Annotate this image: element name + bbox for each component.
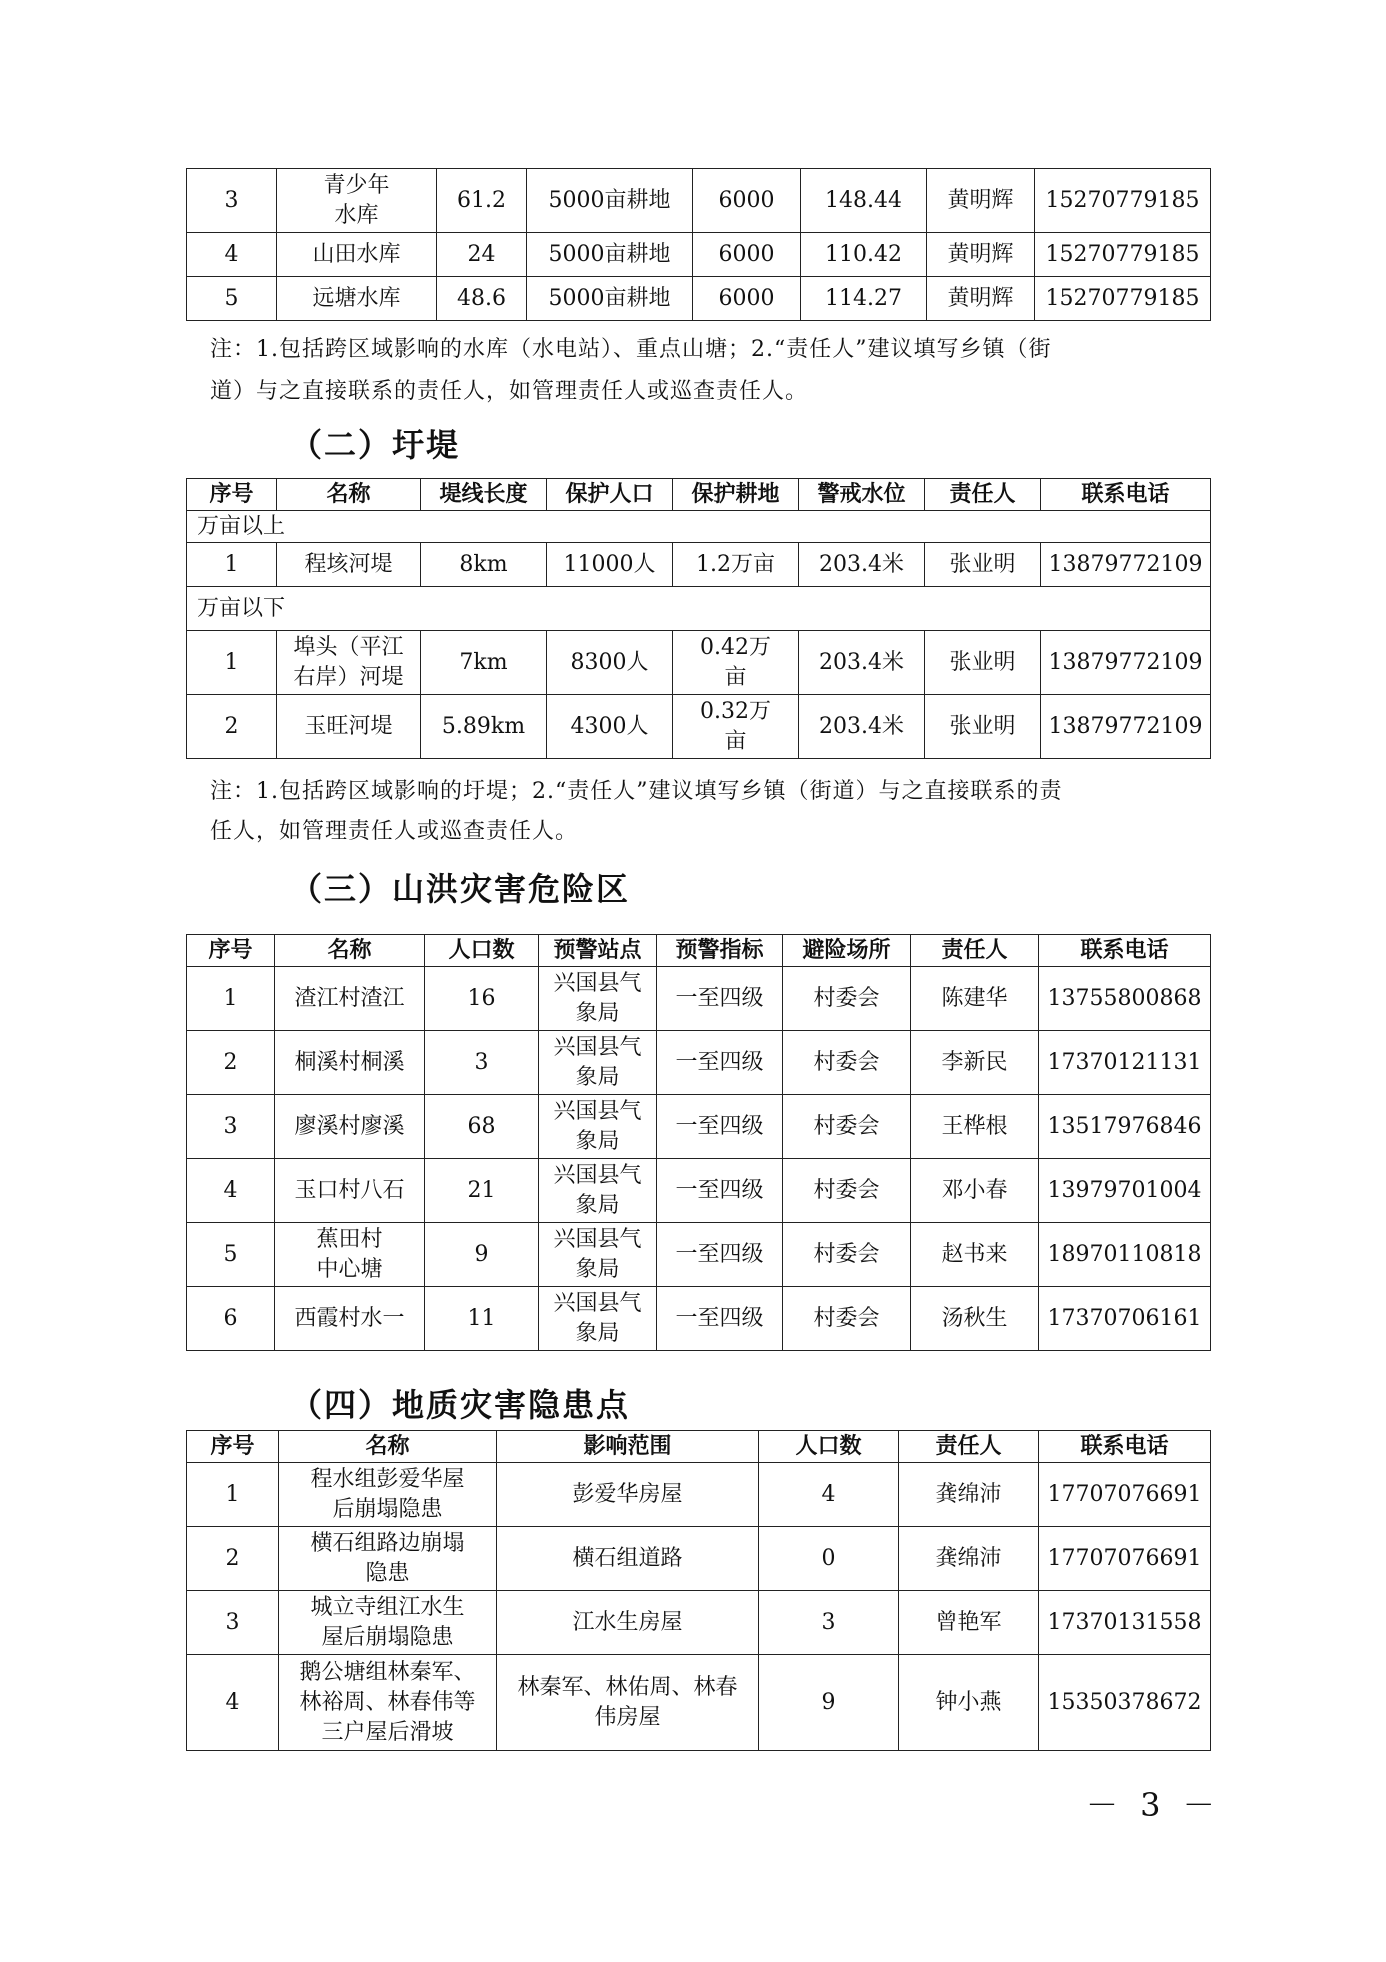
table-cell: 一至四级: [657, 1223, 783, 1287]
table-cell: 1: [187, 1463, 279, 1527]
table-row: [187, 543, 1211, 587]
table-cell: 8300人: [547, 631, 673, 695]
table-cell: 15270779185: [1035, 233, 1211, 277]
table-cell: 一至四级: [657, 1095, 783, 1159]
table-cell: 203.4米: [799, 695, 925, 759]
table-cell: 0.42万 亩: [673, 631, 799, 695]
table-cell: 名称: [279, 1431, 497, 1463]
table-cell: 0.32万 亩: [673, 695, 799, 759]
table-cell: 8km: [421, 543, 547, 587]
table-cell: 汤秋生: [911, 1287, 1039, 1351]
note-reservoir: 注：1.包括跨区域影响的水库（水电站）、重点山塘；2.“责任人”建议填写乡镇（街: [210, 337, 1052, 362]
section3-title: （三）山洪灾害危险区: [290, 870, 631, 908]
table-row: [187, 1655, 1211, 1751]
table-cell: 13755800868: [1039, 967, 1211, 1031]
table-cell: 渣江村渣江: [275, 967, 425, 1031]
table-cell: 110.42: [801, 233, 927, 277]
table-row: [187, 1031, 1211, 1095]
table-cell: 保护人口: [547, 479, 673, 511]
table-cell: 7km: [421, 631, 547, 695]
table-cell: 林秦军、林佑周、林春 伟房屋: [497, 1655, 759, 1751]
table-cell: 13879772109: [1041, 631, 1211, 695]
table-cell: 13879772109: [1041, 695, 1211, 759]
table-cell: 序号: [187, 1431, 279, 1463]
table-cell: 兴国县气 象局: [539, 1031, 657, 1095]
table-cell: 2: [187, 695, 277, 759]
table-cell: 名称: [277, 479, 421, 511]
table-cell: 5000亩耕地: [527, 277, 693, 321]
table-cell: 203.4米: [799, 543, 925, 587]
table-cell: 村委会: [783, 1287, 911, 1351]
table-cell: 兴国县气 象局: [539, 1159, 657, 1223]
table-cell: 4300人: [547, 695, 673, 759]
table-cell: 名称: [275, 935, 425, 967]
table-cell: 青少年 水库: [277, 169, 437, 233]
table-cell: 序号: [187, 935, 275, 967]
table-cell: 村委会: [783, 1095, 911, 1159]
table-cell: 张业明: [925, 631, 1041, 695]
table-cell: 龚绵沛: [899, 1527, 1039, 1591]
table-cell: 3: [187, 1095, 275, 1159]
table-cell: 村委会: [783, 1223, 911, 1287]
table-cell: 6: [187, 1287, 275, 1351]
table-cell: 程垓河堤: [277, 543, 421, 587]
table-cell: 王桦根: [911, 1095, 1039, 1159]
table-cell: 一至四级: [657, 1031, 783, 1095]
table-cell: 远塘水库: [277, 277, 437, 321]
table-cell: 2: [187, 1031, 275, 1095]
table-cell: 9: [425, 1223, 539, 1287]
table-cell: 13517976846: [1039, 1095, 1211, 1159]
table-cell: 序号: [187, 479, 277, 511]
table-cell: 避险场所: [783, 935, 911, 967]
table-cell: 4: [759, 1463, 899, 1527]
flood-table: [186, 934, 1211, 1351]
table-row: [187, 1095, 1211, 1159]
table-header-row: [187, 479, 1211, 511]
table-cell: 责任人: [925, 479, 1041, 511]
table-cell: 11000人: [547, 543, 673, 587]
table-cell: 玉口村八石: [275, 1159, 425, 1223]
table-cell: 18970110818: [1039, 1223, 1211, 1287]
note-reservoir-cont: 道）与之直接联系的责任人，如管理责任人或巡查责任人。: [210, 379, 809, 404]
table-cell: 一至四级: [657, 1287, 783, 1351]
section2-title: （二）圩堤: [290, 426, 461, 464]
dike-table: [186, 478, 1211, 759]
table-cell: 3: [425, 1031, 539, 1095]
table-cell: 48.6: [437, 277, 527, 321]
table-cell: 预警指标: [657, 935, 783, 967]
table-cell: 9: [759, 1655, 899, 1751]
table-cell: 万亩以上: [187, 511, 1211, 543]
table-cell: 预警站点: [539, 935, 657, 967]
table-cell: 西霞村水一: [275, 1287, 425, 1351]
table-cell: 张业明: [925, 695, 1041, 759]
table-cell: 3: [759, 1591, 899, 1655]
table-cell: 4: [187, 1655, 279, 1751]
table-cell: 1: [187, 967, 275, 1031]
table-cell: 鹅公塘组林秦军、 林裕周、林春伟等 三户屋后滑坡: [279, 1655, 497, 1751]
table-cell: 兴国县气 象局: [539, 1095, 657, 1159]
table-group-row: [187, 511, 1211, 543]
table-cell: 1.2万亩: [673, 543, 799, 587]
table-cell: 影响范围: [497, 1431, 759, 1463]
table-cell: 江水生房屋: [497, 1591, 759, 1655]
table-cell: 2: [187, 1527, 279, 1591]
table-cell: 李新民: [911, 1031, 1039, 1095]
table-cell: 11: [425, 1287, 539, 1351]
table-cell: 17707076691: [1039, 1527, 1211, 1591]
table-cell: 程水组彭爱华屋 后崩塌隐患: [279, 1463, 497, 1527]
table-cell: 17707076691: [1039, 1463, 1211, 1527]
table-cell: 1: [187, 543, 277, 587]
table-cell: 警戒水位: [799, 479, 925, 511]
table-cell: 114.27: [801, 277, 927, 321]
table-cell: 村委会: [783, 1159, 911, 1223]
table-cell: 17370706161: [1039, 1287, 1211, 1351]
table-cell: 4: [187, 233, 277, 277]
table-cell: 5: [187, 1223, 275, 1287]
section4-title: （四）地质灾害隐患点: [290, 1386, 631, 1424]
table-cell: 村委会: [783, 967, 911, 1031]
note-dike-cont: 任人，如管理责任人或巡查责任人。: [210, 819, 579, 844]
table-cell: 6000: [693, 277, 801, 321]
table-header-row: [187, 935, 1211, 967]
table-cell: 15270779185: [1035, 169, 1211, 233]
table-cell: 16: [425, 967, 539, 1031]
table-cell: 山田水库: [277, 233, 437, 277]
table-cell: 责任人: [911, 935, 1039, 967]
table-row: [187, 233, 1211, 277]
table-cell: 廖溪村廖溪: [275, 1095, 425, 1159]
table-cell: 张业明: [925, 543, 1041, 587]
table-cell: 17370121131: [1039, 1031, 1211, 1095]
table-cell: 6000: [693, 233, 801, 277]
table-row: [187, 1463, 1211, 1527]
table-cell: 17370131558: [1039, 1591, 1211, 1655]
table-cell: 61.2: [437, 169, 527, 233]
table-cell: 彭爱华房屋: [497, 1463, 759, 1527]
table-cell: 148.44: [801, 169, 927, 233]
table-row: [187, 695, 1211, 759]
table-cell: 15270779185: [1035, 277, 1211, 321]
table-cell: 5.89km: [421, 695, 547, 759]
table-row: [187, 1591, 1211, 1655]
table-row: [187, 967, 1211, 1031]
table-cell: 13879772109: [1041, 543, 1211, 587]
table-cell: 责任人: [899, 1431, 1039, 1463]
table-cell: 万亩以下: [187, 587, 1211, 631]
table-cell: 保护耕地: [673, 479, 799, 511]
table-cell: 203.4米: [799, 631, 925, 695]
table-cell: 横石组道路: [497, 1527, 759, 1591]
table-cell: 陈建华: [911, 967, 1039, 1031]
table-row: [187, 1223, 1211, 1287]
table-cell: 黄明辉: [927, 277, 1035, 321]
table-cell: 兴国县气 象局: [539, 967, 657, 1031]
table-cell: 5: [187, 277, 277, 321]
table-row: [187, 1287, 1211, 1351]
table-cell: 联系电话: [1041, 479, 1211, 511]
table-cell: 埠头（平江 右岸）河堤: [277, 631, 421, 695]
page-number: － 3 －: [1086, 1786, 1221, 1824]
table-cell: 钟小燕: [899, 1655, 1039, 1751]
table-cell: 玉旺河堤: [277, 695, 421, 759]
table-row: [187, 277, 1211, 321]
table-row: [187, 631, 1211, 695]
table-cell: 黄明辉: [927, 169, 1035, 233]
table-row: [187, 169, 1211, 233]
table-row: [187, 1527, 1211, 1591]
table-cell: 3: [187, 169, 277, 233]
table-cell: 21: [425, 1159, 539, 1223]
table-cell: 赵书来: [911, 1223, 1039, 1287]
table-cell: 联系电话: [1039, 1431, 1211, 1463]
table-cell: 村委会: [783, 1031, 911, 1095]
table-row: [187, 1159, 1211, 1223]
table-cell: 1: [187, 631, 277, 695]
reservoir-table: [186, 168, 1211, 321]
table-cell: 桐溪村桐溪: [275, 1031, 425, 1095]
table-cell: 人口数: [759, 1431, 899, 1463]
table-cell: 曾艳军: [899, 1591, 1039, 1655]
table-cell: 兴国县气 象局: [539, 1223, 657, 1287]
table-cell: 一至四级: [657, 1159, 783, 1223]
table-cell: 横石组路边崩塌 隐患: [279, 1527, 497, 1591]
geo-table: [186, 1430, 1211, 1751]
table-cell: 城立寺组江水生 屋后崩塌隐患: [279, 1591, 497, 1655]
table-cell: 一至四级: [657, 967, 783, 1031]
note-dike: 注：1.包括跨区域影响的圩堤；2.“责任人”建议填写乡镇（街道）与之直接联系的责: [210, 779, 1063, 804]
table-cell: 堤线长度: [421, 479, 547, 511]
table-cell: 4: [187, 1159, 275, 1223]
table-cell: 蕉田村 中心塘: [275, 1223, 425, 1287]
table-group-row: [187, 587, 1211, 631]
table-cell: 人口数: [425, 935, 539, 967]
table-cell: 5000亩耕地: [527, 233, 693, 277]
table-cell: 兴国县气 象局: [539, 1287, 657, 1351]
table-cell: 3: [187, 1591, 279, 1655]
table-cell: 龚绵沛: [899, 1463, 1039, 1527]
table-cell: 13979701004: [1039, 1159, 1211, 1223]
table-cell: 5000亩耕地: [527, 169, 693, 233]
table-cell: 联系电话: [1039, 935, 1211, 967]
table-header-row: [187, 1431, 1211, 1463]
table-cell: 15350378672: [1039, 1655, 1211, 1751]
table-cell: 68: [425, 1095, 539, 1159]
table-cell: 黄明辉: [927, 233, 1035, 277]
table-cell: 邓小春: [911, 1159, 1039, 1223]
table-cell: 0: [759, 1527, 899, 1591]
table-cell: 6000: [693, 169, 801, 233]
table-cell: 24: [437, 233, 527, 277]
